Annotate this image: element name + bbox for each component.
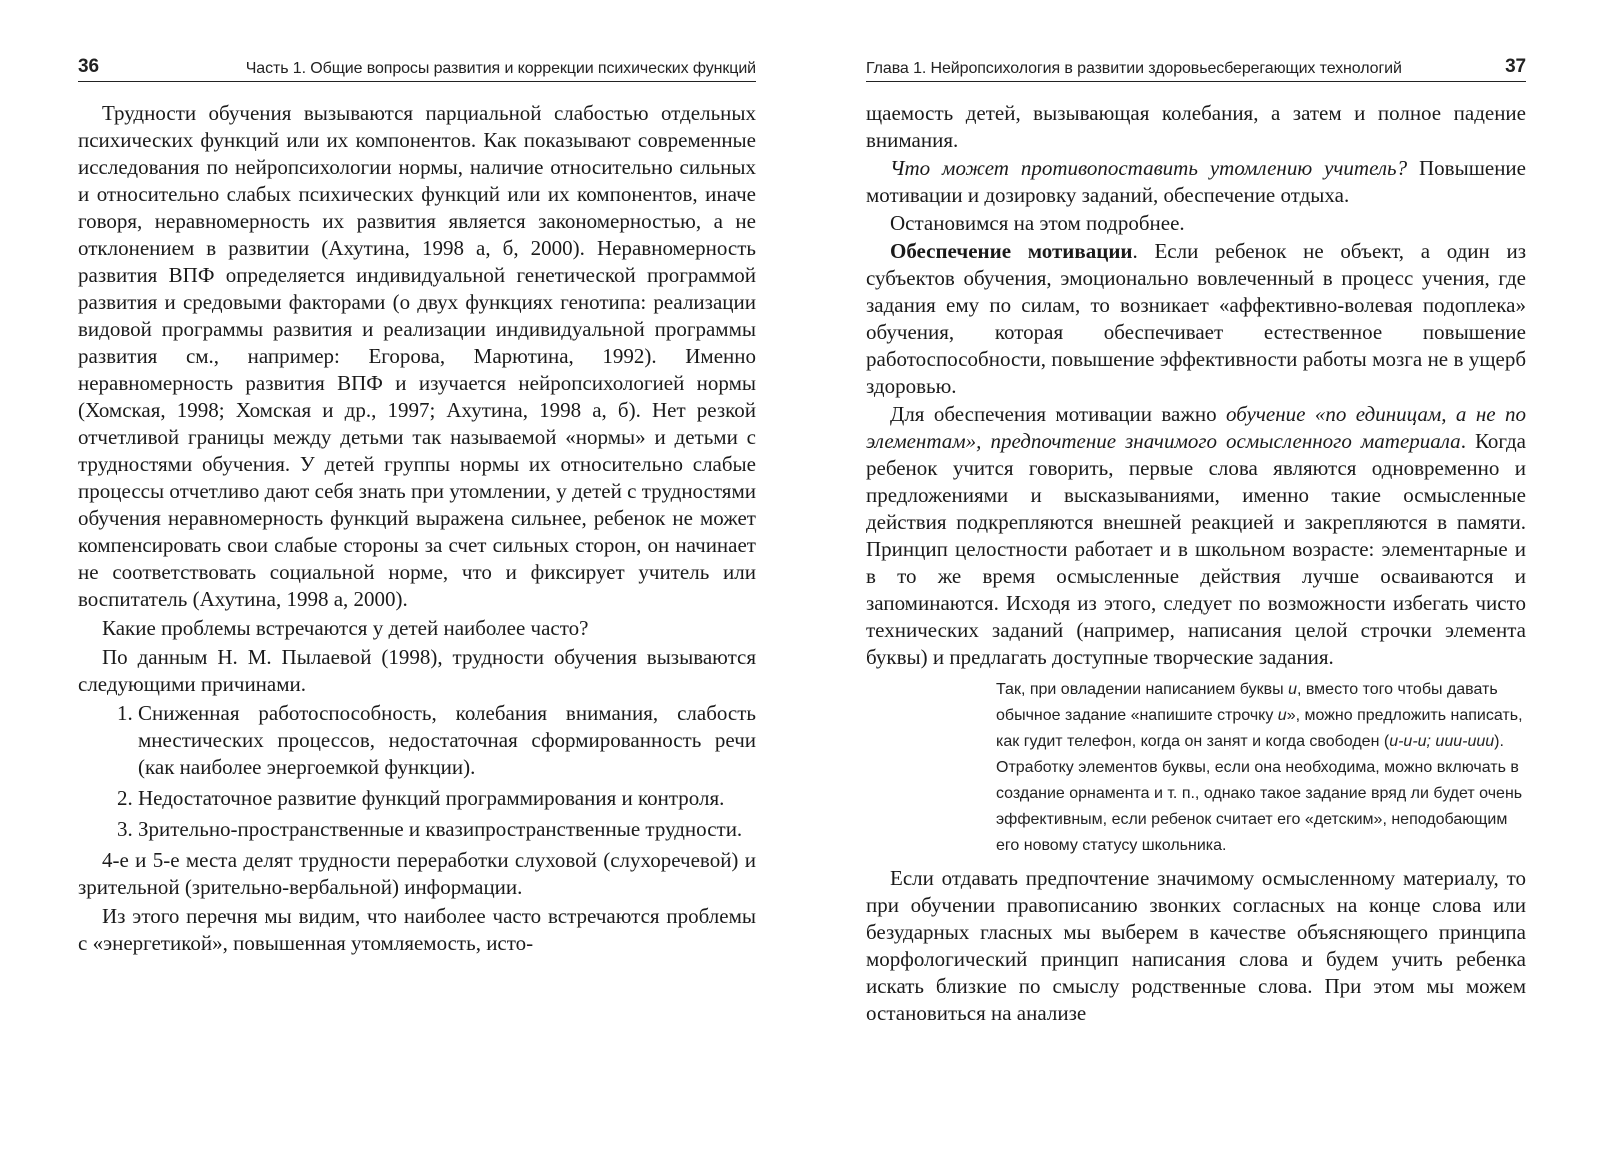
left-running-head	[78, 48, 756, 82]
right-page-body	[866, 100, 1526, 1028]
paragraph: Какие проблемы встречаются у детей наиболее часто?	[102, 616, 589, 640]
italic-question: Что может противопоставить утомлению учитель?	[890, 156, 1408, 180]
paragraph: Обеспечение мотивации. Если ребенок не объект, а один из субъектов обучения, эмоционально вовлеченный в процесс учения, где задания ему по силам, то возникает «аффективно-волевая подоплека» обучения, которая обеспечивает естественное повышение работоспособности, повышение эффективности работы мозга не в ущерб здоровью.	[866, 239, 1526, 398]
right-page	[866, 0, 1526, 1169]
right-page-number: 37	[1505, 56, 1526, 77]
list-item: 2. Недостаточное развитие функций программирования и контроля.	[138, 785, 756, 812]
right-running-head-title: Глава 1. Нейропсихология в развитии здоровьесберегающих технологий	[866, 60, 1402, 77]
left-page-body	[78, 100, 756, 959]
italic-emphasis: обучение «по единицам, а не по элементам», предпочтение значимого осмысленного материала	[866, 402, 1526, 453]
list-item: 1. Сниженная работоспособность, колебания внимания, слабость мнестических процессов, недостаточная сформированность речи (как наиболее энергоемкой функции).	[138, 700, 756, 781]
example-extract: Так, при овладении написанием буквы и, вместо того чтобы давать обычное задание «напишите строчку и», можно предложить написать, как гудит телефон, когда он занят и когда свободен (и-и-и; иии-иии). Отработку элементов буквы, если она необходима, можно включать в создание орнамента и т. п., однако такое задание вряд ли будет очень эффективным, если ребенок считает его «детским», неподобающим его новому статусу школьника.	[996, 681, 1523, 854]
left-page-number: 36	[78, 56, 99, 77]
paragraph: По данным Н. М. Пылаевой (1998), трудности обучения вызываются следующими причинами.	[78, 645, 756, 696]
paragraph: Для обеспечения мотивации важно обучение «по единицам, а не по элементам», предпочтение значимого осмысленного материала. Когда ребенок учится говорить, первые слова являются одновременно и предложениями и высказываниями, именно такие осмысленные действия подкрепляются внешней реакцией и закрепляются в памяти. Принцип целостности работает и в школьном возрасте: элементарные и в то же время осмысленные действия лучше осваиваются и запоминаются. Исходя из этого, следует по возможности избегать чисто технических заданий (например, написания целой строчки элемента буквы) и предлагать доступные творческие задания.	[866, 402, 1526, 669]
paragraph: Из этого перечня мы видим, что наиболее часто встречаются проблемы с «энергетикой», повышенная утомляемость, исто-	[78, 904, 756, 955]
causes-list	[78, 700, 756, 843]
right-running-head	[866, 48, 1526, 82]
paragraph: Остановимся на этом подробнее.	[890, 211, 1185, 235]
bold-heading: Обеспечение мотивации	[890, 239, 1133, 263]
paragraph: 4-е и 5-е места делят трудности переработки слуховой (слухоречевой) и зрительной (зрительно-вербальной) информации.	[78, 848, 756, 899]
left-page	[78, 0, 756, 1169]
paragraph: щаемость детей, вызывающая колебания, а затем и полное падение внимания.	[866, 101, 1526, 152]
paragraph: Что может противопоставить утомлению учитель? Повышение мотивации и дозировку заданий, обеспечение отдыха.	[866, 156, 1526, 207]
left-running-head-title: Часть 1. Общие вопросы развития и коррекции психических функций	[245, 60, 756, 77]
paragraph: Если отдавать предпочтение значимому осмысленному материалу, то при обучении правописанию звонких согласных на конце слова или безударных гласных мы выберем в качестве объясняющего принципа морфологический принцип написания слова и будем учить ребенка искать близкие по смыслу родственные слова. При этом мы можем остановиться на анализе	[866, 866, 1526, 1025]
paragraph: Трудности обучения вызываются парциальной слабостью отдельных психических функций или их компонентов. Как показывают современные исследования по нейропсихологии нормы, наличие относительно сильных и относительно слабых психических функций или их компонентов, иначе говоря, неравномерность их развития является закономерностью, а не отклонением в развитии (Ахутина, 1998 а, б, 2000). Неравномерность развития ВПФ определяется индивидуальной генетической программой развития и средовыми факторами (о двух функциях генотипа: реализации видовой программы развития и реализации индивидуальной программы развития см., например: Егорова, Марютина, 1992). Именно неравномерность развития ВПФ и изучается нейропсихологией нормы (Хомская, 1998; Хомская и др., 1997; Ахутина, 1998 а, б). Нет резкой отчетливой границы между детьми так называемой «нормы» и детьми с трудностями обучения. У детей группы нормы их относительно слабые процессы отчетливо дают себя знать при утомлении, у детей с трудностями обучения неравномерность функций выражена сильнее, ребенок не может компенсировать свои слабые стороны за счет сильных сторон, он начинает не соответствовать социальной норме, что и фиксирует учитель или воспитатель (Ахутина, 1998 а, 2000).	[78, 101, 756, 611]
list-item: 3. Зрительно-пространственные и квазипространственные трудности.	[138, 816, 756, 843]
